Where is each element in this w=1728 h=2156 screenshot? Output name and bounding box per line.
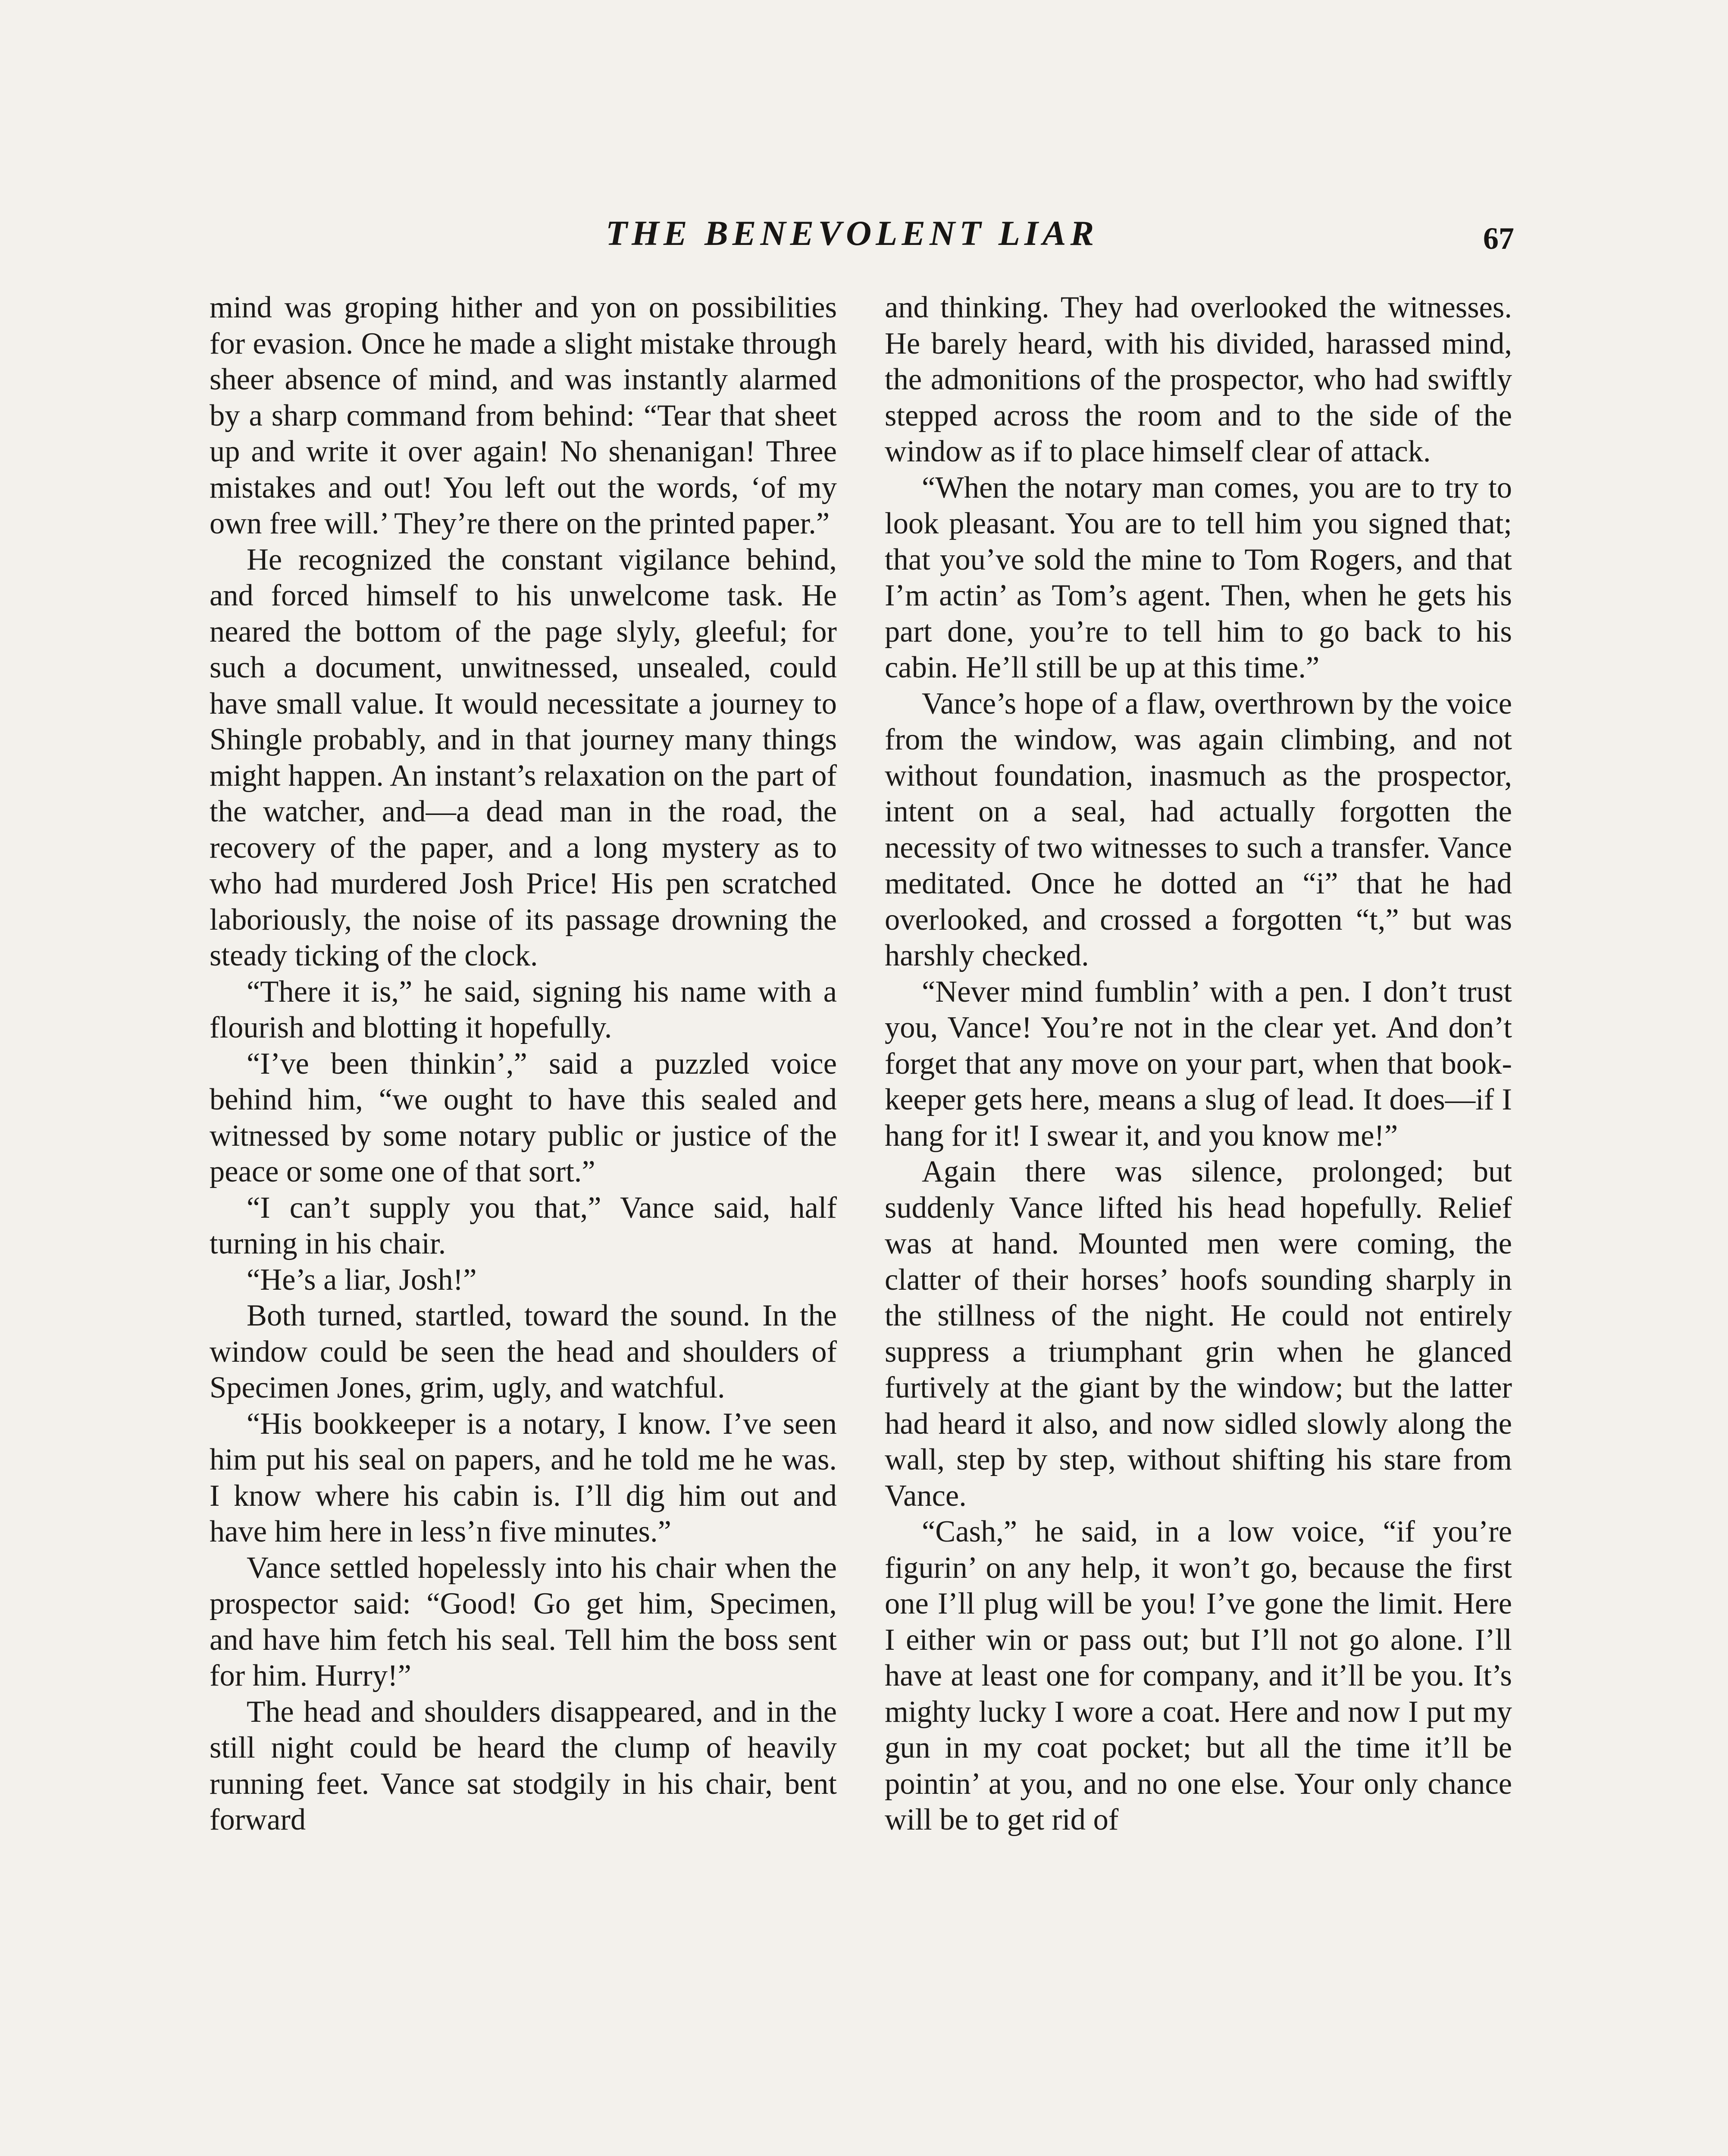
- paragraph: Vance settled hopelessly into his chair when the prospector said: “Good! Go get him, Specimen, and have him fetch his seal. Tell him the boss sent for him. Hurry!”: [210, 1551, 837, 1692]
- paragraph: “He’s a liar, Josh!”: [247, 1263, 477, 1297]
- paragraph: “There it is,” he said, signing his name with a flourish and blotting it hopefully.: [210, 975, 837, 1044]
- paragraph: “His bookkeeper is a notary, I know. I’ve seen him put his seal on papers, and he told me he was. I know where his cabin is. I’ll dig him out and have him here in less’n five minutes.”: [210, 1407, 837, 1548]
- right-column: [885, 290, 1512, 1838]
- paragraph: “Cash,” he said, in a low voice, “if you’re figurin’ on any help, it won’t go, because the first one I’ll plug will be you! I’ve gone the limit. Here I either win or pass out; but I’ll not go alone. I’ll have at least one for company, and it’ll be you. It’s mighty lucky I wore a coat. Here and now I put my gun in my coat pocket; but all the time it’ll be pointin’ at you, and no one else. Your only chance will be to get rid of: [885, 1515, 1512, 1836]
- left-column: [210, 290, 837, 1838]
- running-title: THE BENEVOLENT LIAR: [606, 213, 1099, 253]
- paragraph: The head and shoulders disappeared, and in the still night could be heard the clump of heavily running feet. Vance sat stodgily in his chair, bent forward: [210, 1695, 837, 1836]
- page-header: [0, 204, 1728, 265]
- paragraph: He recognized the constant vigilance behind, and forced himself to his unwelcome task. He neared the bottom of the page slyly, gleeful; for such a document, unwitnessed, unsealed, could have small value. It would necessitate a journey to Shingle probably, and in that journey many things might happen. An instant’s relaxation on the part of the watcher, and—a dead man in the road, the recovery of the paper, and a long mystery as to who had murdered Josh Price! His pen scratched laboriously, the noise of its passage drowning the steady ticking of the clock.: [210, 542, 837, 972]
- paragraph: “I can’t supply you that,” Vance said, half turning in his chair.: [210, 1191, 837, 1260]
- paragraph: and thinking. They had overlooked the witnesses. He barely heard, with his divided, harassed mind, the admonitions of the prospector, who had swiftly stepped across the room and to the side of the window as if to place himself clear of attack.: [885, 291, 1512, 468]
- paragraph: Both turned, startled, toward the sound. In the window could be seen the head and shoulders of Specimen Jones, grim, ugly, and watchful.: [210, 1299, 837, 1404]
- paragraph: “Never mind fumblin’ with a pen. I don’t trust you, Vance! You’re not in the clear yet. And don’t forget that any move on your part, when that bookkeeper gets here, means a slug of lead. It does—if I hang for it! I swear it, and you know me!”: [885, 975, 1512, 1153]
- paragraph: mind was groping hither and yon on possibilities for evasion. Once he made a slight mistake through sheer absence of mind, and was instantly alarmed by a sharp command from behind: “Tear that sheet up and write it over again! No shenanigan! Three mistakes and out! You left out the words, ‘of my own free will.’ They’re there on the printed paper.”: [210, 291, 837, 540]
- paragraph: “I’ve been thinkin’,” said a puzzled voice behind him, “we ought to have this sealed and witnessed by some notary public or justice of the peace or some one of that sort.”: [210, 1047, 837, 1188]
- paragraph: Again there was silence, prolonged; but suddenly Vance lifted his head hopefully. Relief was at hand. Mounted men were coming, the clatter of their horses’ hoofs sounding sharply in the stillness of the night. He could not entirely suppress a triumphant grin when he glanced furtively at the giant by the window; but the latter had heard it also, and now sidled slowly along the wall, step by step, without shifting his stare from Vance.: [885, 1155, 1512, 1513]
- paragraph: Vance’s hope of a flaw, overthrown by the voice from the window, was again climbing, and not without foundation, inasmuch as the prospector, intent on a seal, had actually forgotten the necessity of two witnesses to such a transfer. Vance meditated. Once he dotted an “i” that he had overlooked, and crossed a forgotten “t,” but was harshly checked.: [885, 686, 1512, 972]
- page-number: 67: [1483, 221, 1514, 256]
- paragraph: “When the notary man comes, you are to try to look pleasant. You are to tell him you signed that; that you’ve sold the mine to Tom Rogers, and that I’m actin’ as Tom’s agent. Then, when he gets his part done, you’re to tell him to go back to his cabin. He’ll still be up at this time.”: [885, 470, 1512, 684]
